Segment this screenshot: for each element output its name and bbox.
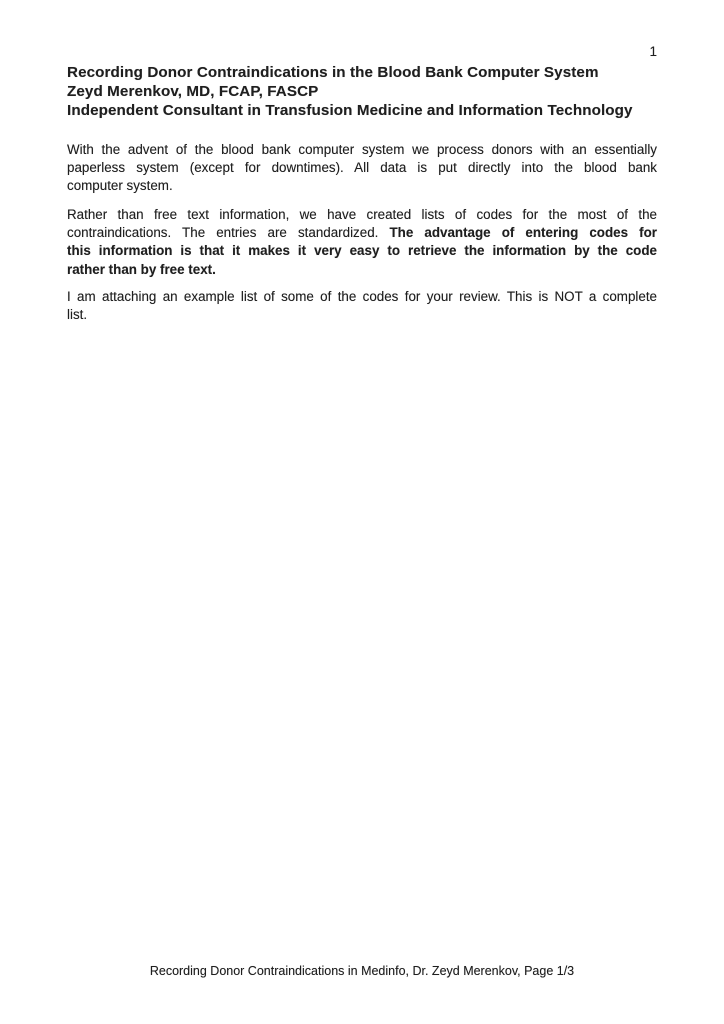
document-author: Zeyd Merenkov, MD, FCAP, FASCP [67, 83, 319, 101]
page-footer: Recording Donor Contraindications in Medinfo, Dr. Zeyd Merenkov, Page 1/3 [149, 964, 575, 978]
paragraph-3-line-1: I am attaching an example list of some of the codes for your review. This is NOT a complete [67, 289, 657, 304]
paragraph-2-line-2-bold: The advantage of entering codes for [389, 224, 657, 240]
paragraph-2-line-1: Rather than free text information, we have created lists of codes for the most of the [67, 206, 657, 222]
paragraph-2-line-4: rather than by free text. [67, 261, 216, 277]
paragraph-1-line-3: computer system. [67, 178, 173, 194]
page-number: 1 [649, 44, 657, 59]
document-title: Recording Donor Contraindications in the Blood Bank Computer System [67, 64, 599, 81]
paragraph-1 [67, 141, 657, 196]
paragraph-2-line-2 [67, 224, 657, 242]
paragraph-2 [67, 206, 657, 280]
paragraph-2-line-2-regular: contraindications. The entries are standardized. [67, 224, 390, 240]
document-header [67, 63, 661, 121]
paragraph-3 [67, 288, 657, 325]
paragraph-2-line-3: this information is that it makes it very easy to retrieve the information by the code [67, 243, 657, 259]
document-affiliation: Independent Consultant in Transfusion Medicine and Information Technology [67, 102, 633, 120]
paragraph-1-line-1: With the advent of the blood bank computer system we process donors with an essentially [67, 141, 657, 157]
paragraph-1-line-2: paperless system (except for downtimes). All data is put directly into the blood bank [67, 159, 657, 175]
paragraph-3-line-2: list. [67, 307, 88, 323]
